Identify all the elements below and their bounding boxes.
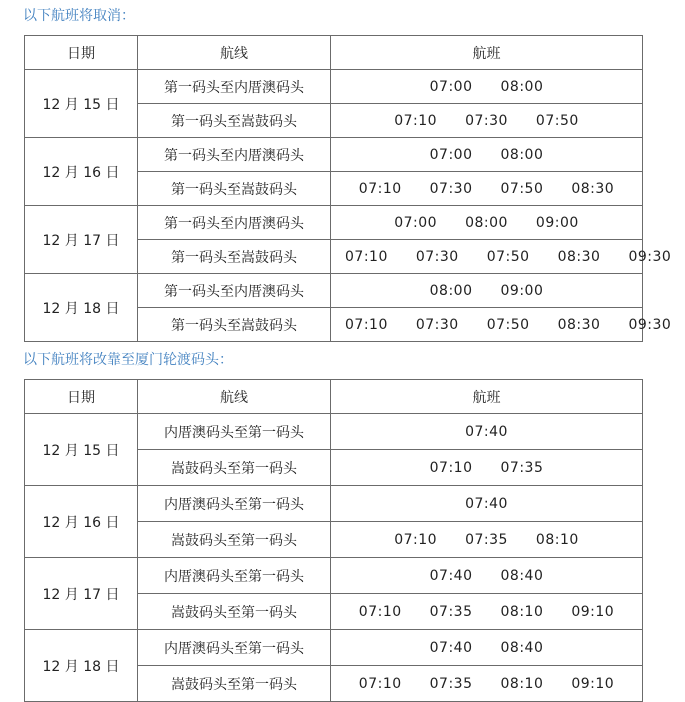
- flight-time: 07:30: [415, 248, 459, 265]
- flight-time: 07:10: [345, 248, 388, 265]
- route-cell: 内厝澳码头至第一码头: [138, 486, 331, 522]
- route-cell: 第一码头至嵩鼓码头: [138, 240, 331, 274]
- flight-time: 08:30: [557, 316, 601, 333]
- route-cell: 嵩鼓码头至第一码头: [138, 522, 331, 558]
- route-cell: 嵩鼓码头至第一码头: [138, 450, 331, 486]
- table-row: [25, 206, 643, 240]
- flight-time: 09:10: [571, 603, 615, 620]
- flight-times-cell: [331, 104, 643, 138]
- date-cell: 12 月 17 日: [25, 206, 138, 274]
- flight-time: 08:00: [500, 146, 544, 163]
- cancelled-flights-table: [24, 35, 672, 342]
- route-column-header: 航线: [138, 380, 331, 414]
- flight-time: 07:10: [429, 459, 473, 476]
- date-cell: 12 月 18 日: [25, 274, 138, 342]
- rerouted-flights-table: [24, 379, 643, 702]
- table-row: [25, 138, 643, 172]
- flight-times-cell: [331, 558, 643, 594]
- route-cell: 第一码头至内厝澳码头: [138, 274, 331, 308]
- flight-time: 08:10: [500, 675, 544, 692]
- flight-times-cell: [331, 274, 643, 308]
- flight-time: 07:10: [358, 603, 402, 620]
- flight-times-cell: [331, 70, 643, 104]
- flights-column-header: 航班: [331, 36, 643, 70]
- route-cell: 第一码头至内厝澳码头: [138, 70, 331, 104]
- flight-time: 07:10: [394, 531, 438, 548]
- flight-time: 07:00: [394, 214, 438, 231]
- date-cell: 12 月 17 日: [25, 558, 138, 630]
- flight-time: 07:50: [486, 248, 530, 265]
- table-row: [25, 630, 643, 666]
- table-row: [25, 486, 643, 522]
- flight-times-cell: [331, 666, 643, 702]
- flight-time: 08:00: [429, 282, 473, 299]
- flight-time: 08:30: [571, 180, 615, 197]
- flight-times-cell: [331, 594, 643, 630]
- date-cell: 12 月 15 日: [25, 70, 138, 138]
- route-cell: 嵩鼓码头至第一码头: [138, 666, 331, 702]
- flight-times-cell: [331, 308, 672, 342]
- date-cell: 12 月 18 日: [25, 630, 138, 702]
- cancelled-flights-heading: 以下航班将取消：: [23, 8, 135, 24]
- flight-time: 07:35: [465, 531, 508, 548]
- flight-times-cell: [331, 630, 643, 666]
- flight-times-cell: [331, 172, 643, 206]
- flight-time: 07:35: [429, 675, 473, 692]
- flight-time: 07:40: [465, 495, 508, 512]
- date-column-header: 日期: [25, 36, 138, 70]
- route-cell: 内厝澳码头至第一码头: [138, 558, 331, 594]
- date-cell: 12 月 16 日: [25, 486, 138, 558]
- flight-time: 08:30: [557, 248, 601, 265]
- route-cell: 第一码头至内厝澳码头: [138, 206, 331, 240]
- flight-time: 08:40: [500, 639, 544, 656]
- flight-time: 07:50: [500, 180, 544, 197]
- route-cell: 第一码头至嵩鼓码头: [138, 308, 331, 342]
- flight-time: 07:30: [465, 112, 508, 129]
- date-cell: 12 月 16 日: [25, 138, 138, 206]
- flight-time: 07:10: [358, 180, 402, 197]
- flight-time: 07:30: [415, 316, 459, 333]
- flight-time: 07:30: [429, 180, 473, 197]
- flight-time: 07:40: [429, 639, 473, 656]
- flight-time: 07:50: [535, 112, 579, 129]
- flight-time: 07:40: [465, 423, 508, 440]
- flight-time: 09:30: [628, 316, 672, 333]
- flight-time: 07:10: [345, 316, 388, 333]
- route-cell: 第一码头至嵩鼓码头: [138, 172, 331, 206]
- route-column-header: 航线: [138, 36, 331, 70]
- route-cell: 内厝澳码头至第一码头: [138, 414, 331, 450]
- route-cell: 第一码头至内厝澳码头: [138, 138, 331, 172]
- route-cell: 第一码头至嵩鼓码头: [138, 104, 331, 138]
- table-row: [25, 414, 643, 450]
- date-cell: 12 月 15 日: [25, 414, 138, 486]
- flight-times-cell: [331, 414, 643, 450]
- table-row: [25, 70, 643, 104]
- flight-time: 07:35: [500, 459, 544, 476]
- flight-times-cell: [331, 522, 643, 558]
- flight-time: 08:10: [535, 531, 579, 548]
- flight-time: 09:10: [571, 675, 615, 692]
- flight-time: 07:00: [429, 146, 473, 163]
- flight-time: 07:50: [486, 316, 530, 333]
- table-row: [25, 274, 643, 308]
- flight-time: 09:00: [535, 214, 579, 231]
- route-cell: 嵩鼓码头至第一码头: [138, 594, 331, 630]
- flight-times-cell: [331, 450, 643, 486]
- flight-times-cell: [331, 486, 643, 522]
- flight-times-cell: [331, 206, 643, 240]
- table-row: [25, 558, 643, 594]
- flight-time: 08:00: [500, 78, 544, 95]
- flight-time: 09:00: [500, 282, 544, 299]
- flight-time: 07:10: [358, 675, 402, 692]
- date-column-header: 日期: [25, 380, 138, 414]
- flights-column-header: 航班: [331, 380, 643, 414]
- flight-time: 08:00: [465, 214, 508, 231]
- flight-time: 08:10: [500, 603, 544, 620]
- flight-time: 07:00: [429, 78, 473, 95]
- flight-time: 07:10: [394, 112, 438, 129]
- route-cell: 内厝澳码头至第一码头: [138, 630, 331, 666]
- flight-times-cell: [331, 138, 643, 172]
- flight-time: 09:30: [628, 248, 672, 265]
- flight-time: 07:35: [429, 603, 473, 620]
- flight-time: 07:40: [429, 567, 473, 584]
- flight-times-cell: [331, 240, 672, 274]
- flight-time: 08:40: [500, 567, 544, 584]
- rerouted-flights-heading: 以下航班将改靠至厦门轮渡码头：: [23, 352, 233, 368]
